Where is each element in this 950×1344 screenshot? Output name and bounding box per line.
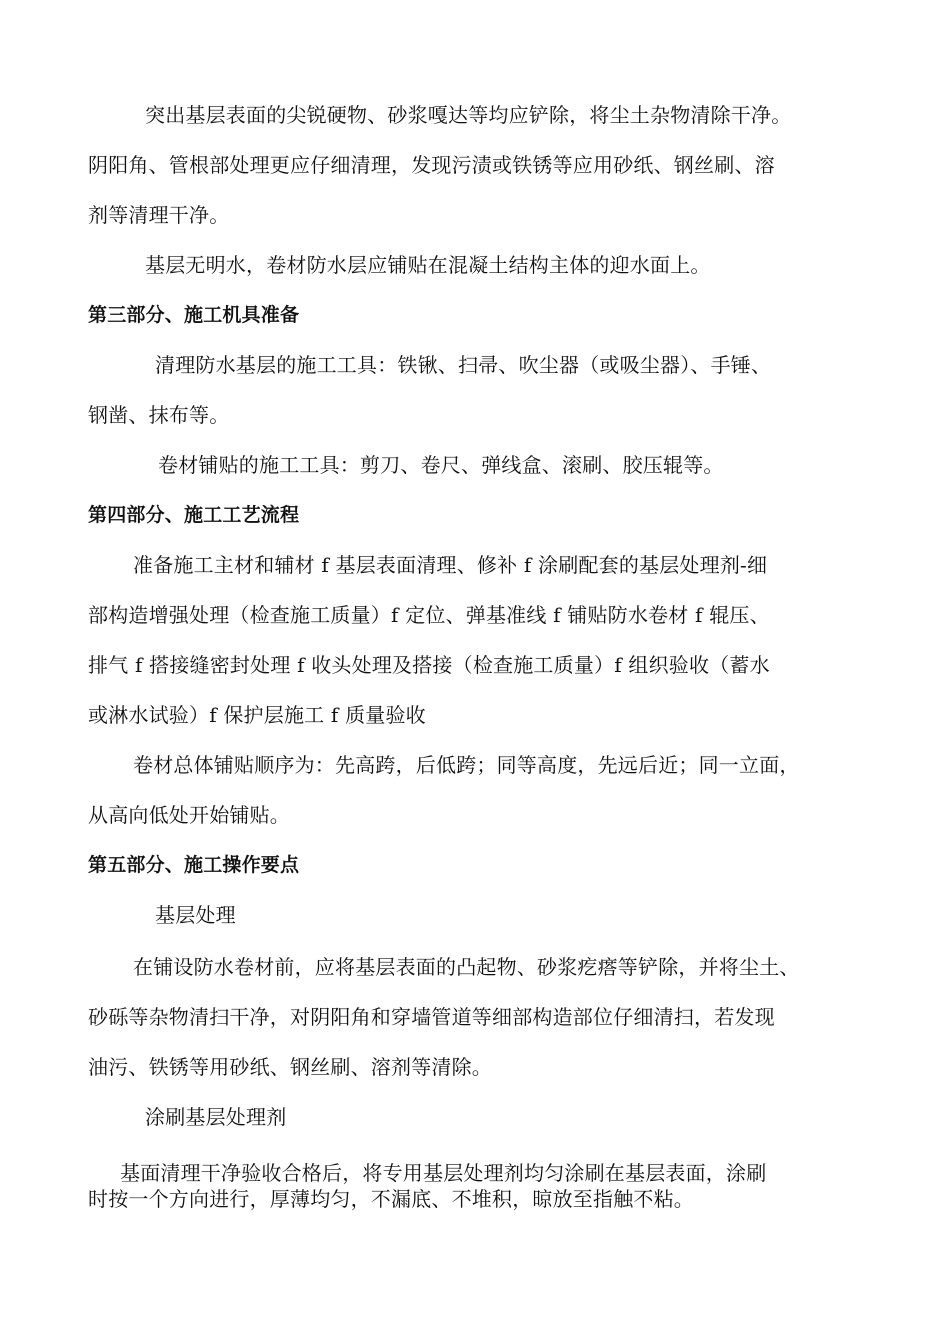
paragraph-line: 基层无明水，卷材防水层应铺贴在混凝土结构主体的迎水面上。: [145, 253, 711, 277]
paragraph-line: 油污、铁锈等用砂纸、钢丝刷、溶剂等清除。: [88, 1055, 492, 1079]
paragraph-line: 从高向低处开始铺贴。: [88, 803, 290, 827]
paragraph-line: 在铺设防水卷材前，应将基层表面的凸起物、砂浆疙瘩等铲除，并将尘土、: [133, 955, 800, 979]
section-heading: 第四部分、施工工艺流程: [88, 504, 300, 526]
paragraph-line: 准备施工主材和辅材 f 基层表面清理、修补 f 涂刷配套的基层处理剂-细: [133, 553, 768, 577]
paragraph-line: 或淋水试验）f 保护层施工 f 质量验收: [88, 703, 426, 727]
paragraph-line: 剂等清理干净。: [88, 203, 230, 227]
paragraph-line: 砂砾等杂物清扫干净，对阴阳角和穿墙管道等细部构造部位仔细清扫，若发现: [88, 1005, 775, 1029]
paragraph-line: 阴阳角、管根部处理更应仔细清理，发现污渍或铁锈等应用砂纸、钢丝刷、溶: [88, 153, 775, 177]
paragraph-line: 卷材总体铺贴顺序为：先高跨，后低跨；同等高度，先远后近；同一立面，: [133, 753, 800, 777]
paragraph-line: 突出基层表面的尖锐硬物、砂浆嘎达等均应铲除，将尘土杂物清除干净。: [145, 103, 792, 127]
section-heading: 第三部分、施工机具准备: [88, 304, 300, 326]
subsection-title: 涂刷基层处理剂: [145, 1105, 287, 1129]
paragraph-line: 基面清理干净验收合格后，将专用基层处理剂均匀涂刷在基层表面，涂刷: [120, 1161, 767, 1185]
paragraph-line: 卷材铺贴的施工工具：剪刀、卷尺、弹线盒、滚刷、胶压辊等。: [158, 453, 724, 477]
section-heading: 第五部分、施工操作要点: [88, 854, 300, 876]
paragraph-line: 部构造增强处理（检查施工质量）f 定位、弹基准线 f 铺贴防水卷材 f 辊压、: [88, 603, 770, 627]
paragraph-line: 清理防水基层的施工工具：铁锹、扫帚、吹尘器（或吸尘器）、手锤、: [155, 353, 772, 377]
subsection-title: 基层处理: [155, 903, 236, 927]
paragraph-line: 钢凿、抹布等。: [88, 403, 230, 427]
paragraph-line: 时按一个方向进行，厚薄均匀，不漏底、不堆积，晾放至指触不粘。: [88, 1187, 694, 1211]
paragraph-line: 排气 f 搭接缝密封处理 f 收头处理及搭接（检查施工质量）f 组织验收（蓄水: [88, 653, 770, 677]
